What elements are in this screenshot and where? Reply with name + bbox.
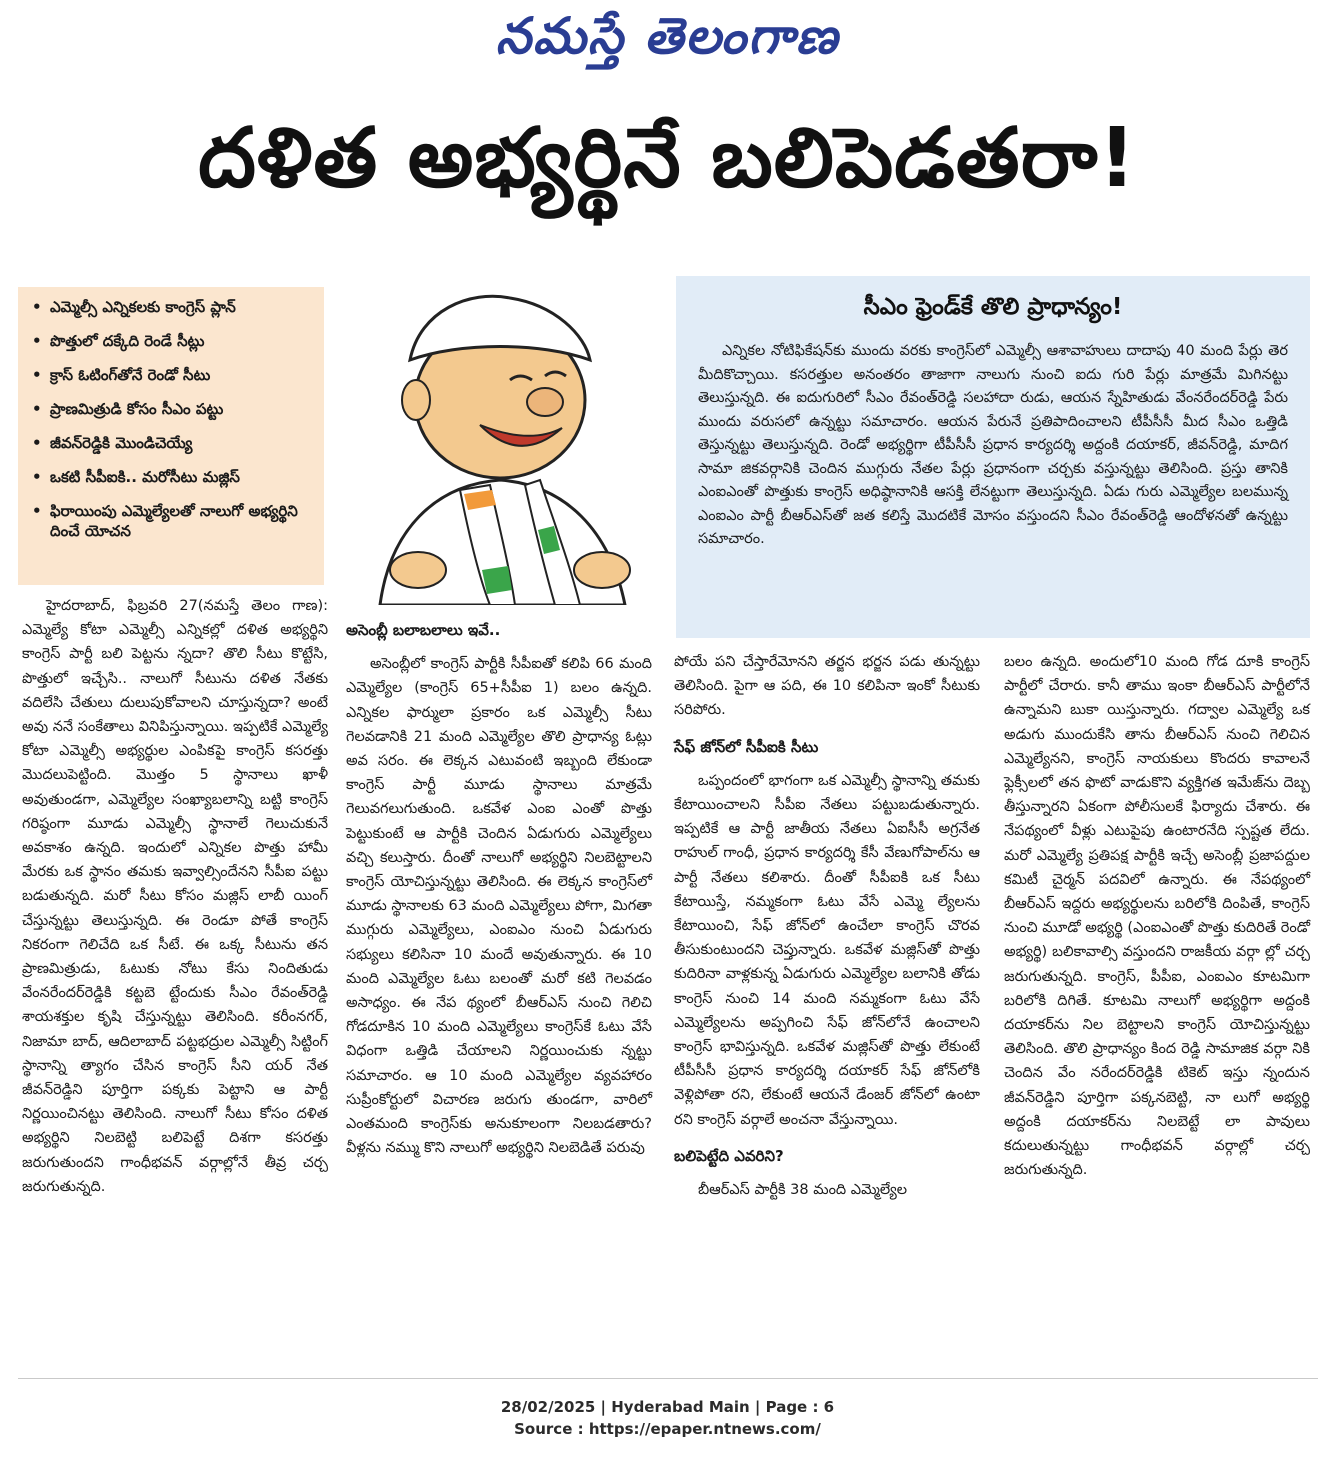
subheading-safe-zone: సేఫ్ జోన్‌లో సీపీఐకి సీటు — [674, 737, 819, 756]
subheading-who-sacrificed: బలిపెట్టేది ఎవరిని? — [674, 1146, 784, 1165]
article-column-3 — [674, 650, 980, 1202]
sidebar-story-title: సీఎం ఫ్రెండ్‌కే తొలి ప్రాధాన్యం! — [863, 294, 1123, 320]
footer-source-link[interactable]: Source : https://epaper.ntnews.com/ — [514, 1420, 821, 1438]
highlight-item: • క్రాస్ ఓటింగ్‌తోనే రెండో సీటు — [30, 365, 316, 385]
headline: దళిత అభ్యర్థినే బలిపెడతరా! — [198, 111, 1137, 206]
article-column-1 — [22, 594, 328, 1199]
cartoon-nose — [527, 388, 563, 416]
article-paragraph: బీఆర్ఎస్ పార్టీకి 38 మంది ఎమ్మెల్యేల — [698, 1182, 908, 1199]
sidebar-story-box — [676, 276, 1310, 638]
article-column-2 — [346, 618, 652, 1160]
highlights-box — [18, 287, 324, 585]
article-paragraph: పోయే పని చేస్తారేమోనని తర్జన భర్జన పడు తున్నట్టు తెలిసింది. పైగా ఆ పది, ఈ 10 కలిపినా ఇంకో సీటుకు సరిపోరు. — [674, 654, 980, 719]
highlight-item: • ఎమ్మెల్సీ ఎన్నికలకు కాంగ్రెస్ ప్లాన్ — [30, 297, 316, 317]
cartoon-ear — [402, 380, 430, 420]
sidebar-story-text: ఎన్నికల నోటిఫికేషన్‌కు ముందు వరకు కాంగ్రెస్‌లో ఎమ్మెల్సీ ఆశావాహులు దాదాపు 40 మంది పేర్లు తెర మీదికొచ్చాయి. కసరత్తుల అనంతరం తాజాగా నాలుగు నుంచి ఐదు గురి పేర్లు మాత్రమే మిగినట్టు తెలుస్తున్నది. ఈ ఐదుగురిలో సీఎం రేవంత్‌రెడ్డి సలహాదా రుడు, ఆయన స్నేహితుడు వేంనరేందర్‌రెడ్డి పేరు ముందు వరుసలో ఉన్నట్టు సమాచారం. ఆయన పేరునే ప్రతిపాదించాలని టీపీసీసీ మీద సీఎం ఒత్తిడి తెస్తున్నట్టు తెలుస్తున్నది. రెండో అభ్యర్థిగా టీపీసీసీ ప్రధాన కార్యదర్శి అద్దంకి దయాకర్, జీవన్‌రెడ్డి, మాదిగ సామా జికవర్గానికి చెందిన ముగ్గురు నేతల పేర్లు ప్రధానంగా చర్చకు వస్తున్నట్టు తెలిసింది. ప్రస్తు తానికి ఎంఐఎంతో పొత్తుకు కాంగ్రెస్ అధిష్ఠానానికి ఆసక్తి లేనట్టుగా తెలుస్తున్నది. ఏడు గురు ఎమ్మెల్యేల బలమున్న ఎంఐఎం పార్టీ బీఆర్ఎస్‌తో జత కలిస్తే మొదటికే మోసం వస్తుందని సీఎం రేవంత్‌రెడ్డి ఆందోళనతో ఉన్నట్టు సమాచారం. — [698, 343, 1288, 547]
footer-date-edition: 28/02/2025 | Hyderabad Main | Page : 6 — [500, 1398, 835, 1416]
article-paragraph: బలం ఉన్నది. అందులో10 మంది గోడ దూకి కాంగ్రెస్ పార్టీలో చేరారు. కానీ తాము ఇంకా బీఆర్ఎస్ పార్టీలోనే ఉన్నామని బుకా యిస్తున్నారు. గద్వాల ఎమ్మెల్యే ఒక అడుగు ముందుకేసి తాను బీఆర్ఎస్ నుంచి గెలిచిన ఎమ్మెల్యేనని, కాంగ్రెస్ నాయకులు కొందరు కావాలనే ఫ్లెక్సీలలో తన ఫొటో వాడుకొని వ్యక్తిగత ఇమేజ్‌ను దెబ్బ తీస్తున్నారని ఏకంగా పోలీసులకే ఫిర్యాదు చేశారు. ఈ నేపథ్యంలో వీళ్లు ఎటుపైపు ఉంటారనేది స్పష్టత లేదు. మరో ఎమ్మెల్యే ప్రతిపక్ష పార్టీకి ఇచ్చే అసెంబ్లీ ప్రజాపద్దుల కమిటీ చైర్మన్ పదవిలో ఉన్నారు. ఈ నేపథ్యంలో బీఆర్ఎస్ ఇద్దరు అభ్యర్థులను బరిలోకి దింపితే, కాంగ్రెస్ నుంచి మూడో అభ్యర్థి (ఎంఐఎంతో పొత్తు కుదిరితే రెండో అభ్యర్థి) బలికావాల్సి వస్తుందని రాజకీయ వర్గా ల్లో చర్చ జరుగుతున్నది. కాంగ్రెస్, పీపీఐ, ఎంఐఎం కూటమిగా బరిలోకి దిగితే. కూటమి నాలుగో అభ్యర్థిగా అద్దంకి దయాకర్‌ను నిల బెట్టాలని కాంగ్రెస్ యోచిస్తున్నట్టు తెలిసింది. తొలి ప్రాధాన్యం కింద రెడ్డి సామాజిక వర్గా నికి చెందిన వేం నరేందర్‌రెడ్డికి టికెట్ ఇస్తు న్నందున జీవన్‌రెడ్డిని పూర్తిగా పక్కనబెట్టి, నా లుగో అభ్యర్థి అద్దంకి దయాకర్‌ను నిలబెట్టే లా పావులు కదులుతున్నట్టు గాంధీభవన్ వర్గాల్లో చర్చ జరుగుతున్నది. — [1004, 654, 1310, 1179]
highlight-item: • జీవన్‌రెడ్డికి మొండిచెయ్యే — [30, 433, 316, 453]
cartoon-hand — [390, 552, 446, 588]
cartoon-hand — [574, 552, 630, 588]
article-column-4 — [1004, 650, 1310, 1182]
highlight-item: • ఫిరాయింపు ఎమ్మెల్యేలతో నాలుగో అభ్యర్థిని దించే యోచన — [30, 501, 316, 541]
highlight-item: • ప్రాణమిత్రుడి కోసం సీఎం పట్టు — [30, 399, 316, 419]
footer-divider — [18, 1378, 1318, 1379]
highlight-item: • పొత్తులో దక్కేది రెండే సీట్లు — [30, 331, 316, 351]
article-paragraph: ఒప్పందంలో భాగంగా ఒక ఎమ్మెల్సీ స్థానాన్ని తమకు కేటాయించాలని సీపీఐ నేతలు పట్టుబడుతున్నారు. ఇప్పటికే ఆ పార్టీ జాతీయ నేతలు ఏఐసీసీ అగ్రనేత రాహుల్ గాంధీ, ప్రధాన కార్యదర్శి కేసీ వేణుగోపాల్‌ను ఆ పార్టీ నేతలు కలిశారు. దీంతో సీపీఐకి ఒక సీటు కేటాయిస్తే, నమ్మకంగా ఓటు వేసే ఎమ్మె ల్యేలను కేటాయించి, సేఫ్ జోన్‌లో ఉంచేలా కాంగ్రెస్ చొరవ తీసుకుంటుందని చెప్తున్నారు. ఒకవేళ మజ్లిస్‌తో పొత్తు కుదిరినా వాళ్లకున్న ఏడుగురు ఎమ్మెల్యేల బలానికి తోడు కాంగ్రెస్ నుంచి 14 మంది నమ్మకంగా ఓటు వేసే ఎమ్మెల్యేలను అప్పగించి సేఫ్ జోన్‌లోనే ఉంచాలని కాంగ్రెస్ భావిస్తున్నది. ఒకవేళ మజ్లిస్‌తో పొత్తు లేకుంటే టీపీసీసీ ప్రధాన కార్యదర్శి దయాకర్ సేఫ్ జోన్‌లోకి వెళ్లిపోతా రని, లేకుంటే ఆయనే డేంజర్ జోన్‌లో ఉంటా రని కాంగ్రెస్ వర్గాలే అంచనా వేస్తున్నాయి. — [674, 772, 980, 1128]
highlight-item: • ఒకటి సీపీఐకి.. మరోసీటు మజ్లిస్ — [30, 467, 316, 487]
subheading-assembly-strength: అసెంబ్లీ బలాబలాలు ఇవే.. — [346, 621, 501, 639]
cartoon-scarf-green — [482, 566, 512, 594]
article-paragraph: అసెంబ్లీలో కాంగ్రెస్ పార్టీకి సీపీఐతో కలిపి 66 మంది ఎమ్మెల్యేల (కాంగ్రెస్ 65+సీపీఐ 1) బలం ఉన్నది. ఎన్నికల ఫార్ములా ప్రకారం ఒక ఎమ్మెల్సీ సీటు గెలవడానికి 21 మంది ఎమ్మెల్యేల తొలి ప్రాధాన్య ఓట్లు అవ సరం. ఈ లెక్కన ఎటువంటి ఇబ్బంది లేకుండా కాంగ్రెస్ పార్టీ మూడు స్థానాలు మాత్రమే గెలువగలుగుతుంది. ఒకవేళ ఎంఐ ఎంతో పొత్తు పెట్టుకుంటే ఆ పార్టీకి చెందిన ఏడుగురు ఎమ్మెల్యేలు వచ్చి కలుస్తారు. దీంతో నాలుగో అభ్యర్థిని నిలబెట్టాలని కాంగ్రెస్ యోచిస్తున్నట్టు తెలిసింది. ఈ లెక్కన కాంగ్రెస్‌లో మూడు స్థానాలకు 63 మంది ఎమ్మెల్యేలు పోగా, మిగతా ముగ్గురు ఎమ్మెల్యేలు, ఎంఐఎం నుంచి ఏడుగురు సభ్యులు కలిసినా 10 మందే అవుతున్నారు. ఈ 10 మంది ఎమ్మెల్యేల ఓటు బలంతో మరో కటి గెలవడం అసాధ్యం. ఈ నేప థ్యంలో బీఆర్ఎస్ నుంచి గెలిచి గోడదూకిన 10 మంది ఎమ్మెల్యేలు కాంగ్రెస్‌కే ఓటు వేసే విధంగా ఒత్తిడి చేయాలని నిర్ణయించుకు న్నట్టు సమాచారం. ఆ 10 మంది ఎమ్మెల్యేల వ్యవహారం సుప్రీంకోర్టులో విచారణ జరుగు తుండగా, వారిలో ఎంతమంది కాంగ్రెస్‌కు అనుకూలంగా నిలబడతారు? వీళ్లను నమ్ము కొని నాలుగో అభ్యర్థిని నిలబెడితే పరువు — [346, 656, 652, 1157]
newspaper-masthead: నమస్తే తెలంగాణ — [495, 6, 840, 65]
article-paragraph: హైదరాబాద్, ఫిబ్రవరి 27(నమస్తే తెలం గాణ): ఎమ్మెల్యే కోటా ఎమ్మెల్సీ ఎన్నికల్లో దళిత అభ్యర్థిని కాంగ్రెస్ పార్టీ బలి పెట్టను న్నదా? తొలి సీటు కొట్టేసి, పొత్తులో ఇచ్చేసి.. నాలుగో సీటును దళిత నేతకు వదిలేసి చేతులు దులుపుకోవాలని చూస్తున్నదా? అంటే అవు ననే సంకేతాలు వినిపిస్తున్నాయి. ఇప్పటికే ఎమ్మెల్యే కోటా ఎమ్మెల్సీ అభ్యర్థుల ఎంపికపై కాంగ్రెస్ కసరత్తు మొదలుపెట్టింది. మొత్తం 5 స్థానాలు ఖాళీ అవుతుండగా, ఎమ్మెల్యేల సంఖ్యాబలాన్ని బట్టి కాంగ్రెస్ గరిష్ఠంగా మూడు ఎమ్మెల్సీ స్థానాలే గెలుచుకునే అవకాశం ఉన్నది. ఇందులో ఎన్నికల పొత్తు హామీ మేరకు ఒక స్థానం తమకు ఇవ్వాల్సిందేనని సీపీఐ పట్టు బడుతున్నది. మరో సీటు కోసం మజ్లిస్ లాబీ యింగ్ చేస్తున్నట్టు తెలుస్తున్నది. ఈ రెండూ పోతే కాంగ్రెస్ నికరంగా గెలిచేది ఒక సీటే. ఈ ఒక్క సీటును తన ప్రాణమిత్రుడు, ఓటుకు నోటు కేసు నిందితుడు వేంనరేందర్‌రెడ్డికి కట్టబె ట్టేందుకు సీఎం రేవంత్‌రెడ్డి శాయశక్తుల కృషి చేస్తున్నట్టు తెలిసింది. కరీంనగర్, నిజామా బాద్, ఆదిలాబాద్ పట్టభద్రుల ఎమ్మెల్సీ సిట్టింగ్ స్థానాన్ని త్యాగం చేసిన కాంగ్రెస్ సీని యర్ నేత జీవన్‌రెడ్డిని పూర్తిగా పక్కకు పెట్టాని ఆ పార్టీ నిర్ణయించినట్టు తెలిసింది. నాలుగో సీటు కోసం దళిత అభ్యర్థిని నిలబెట్టి బలిపెట్టే దిశగా కసరత్తు జరుగుతుందని గాంధీభవన్ వర్గాల్లోనే తీవ్ర చర్చ జరుగుతున్నది. — [22, 598, 328, 1195]
politician-cartoon — [340, 280, 660, 605]
